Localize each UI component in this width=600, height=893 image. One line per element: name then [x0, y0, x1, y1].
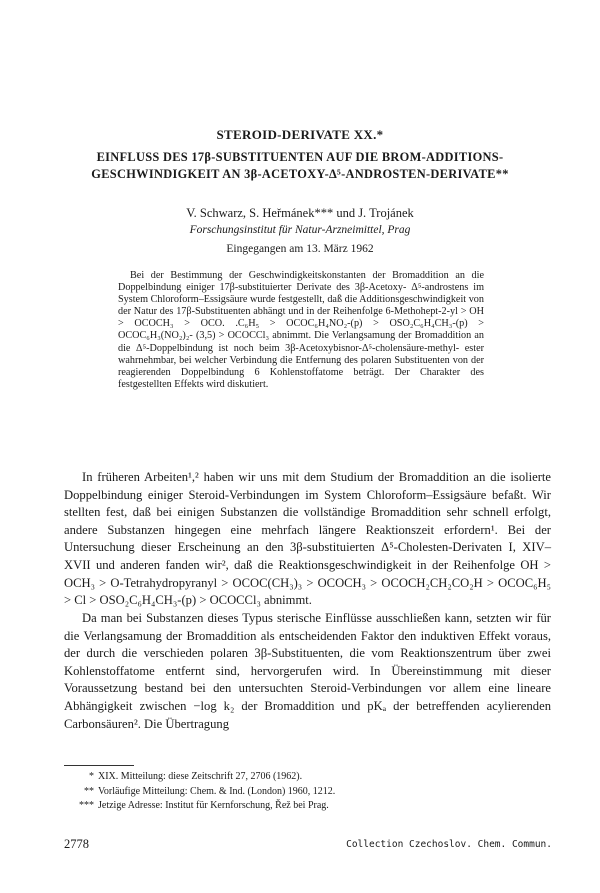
paragraph-text: In früheren Arbeiten¹,² haben wir uns mit dem Studium der Bromaddition an die isolierte Doppelbindung einiger Steroid-Verbindungen im System Chloroform–Essigsäure befaßt. Wir stellten fest, daß bei einigen Substanzen die vollständige Bromaddition sehr schnell erfolgt, andere Substanzen hingegen eine mehrfach längere Reaktionszeit erfordern¹. Bei der Untersuchung dieser Erscheinung an den 3β-substituierten Δ⁵-Cholesten-Derivaten I, XIV–XVII und anderen fanden wir², daß die Reaktionsgeschwindigkeit in der Reihenfolge OH > OCH₃ > O-Tetrahydropyranyl > OCOC(CH₃)₃ > OCOCH₃ > OCOCH₂CH₂CO₂H > OCOC₆H₅ > Cl > OSO₂C₆H₄CH₃-(p) > OCOCCl₃ abnimmt.: [64, 470, 551, 608]
journal-name: Collection Czechoslov. Chem. Commun.: [346, 839, 552, 850]
article-subtitle-line-2: GESCHWINDIGKEIT AN 3β-ACETOXY-Δ⁵-ANDROSTEN-DERIVATE**: [91, 167, 509, 181]
abstract-line: die Additionsgeschwindigkeit von der Natur des 17β-Substituenten abhängt: [118, 294, 484, 318]
footnote-text: XIX. Mitteilung: diese Zeitschrift 27, 2706 (1962).: [98, 771, 303, 782]
footnote: [72, 799, 542, 814]
page-number: 2778: [64, 837, 89, 851]
authors: V. Schwarz, S. Heřmánek*** und J. Trojánek: [186, 206, 414, 220]
abstract-line: ester wahrnehmbar, bei welcher Verbindung die Entfernung des polaren: [118, 342, 484, 366]
footnote: [72, 770, 542, 785]
footnotes: [72, 770, 542, 814]
abstract-line: Δ⁵-Doppelbindung ist noch beim 3β-Acetoxybisnor-Δ⁵-cholensäure-methyl-: [136, 342, 460, 354]
article-title: STEROID-DERIVATE XX.*: [216, 127, 384, 142]
body-paragraph-1: [64, 469, 551, 610]
footnote: [72, 785, 542, 800]
footnote-text: Vorläufige Mitteilung: Chem. & Ind. (London) 1960, 1212.: [98, 785, 336, 797]
abstract-line: an die Doppelbindung einiger 17β-substituierter Derivate des 3β-Acetoxy-: [118, 270, 484, 294]
article-subtitle-line-1: EINFLUSS DES 17β-SUBSTITUENTEN AUF DIE BROM-ADDITIONS-: [96, 150, 504, 164]
abstract-line: Δ⁵-androstens im System Chloroform–Essigsäure wurde festgestellt, daß: [118, 282, 484, 306]
received-date: Eingegangen am 13. März 1962: [226, 243, 374, 255]
footnote-mark: *: [89, 771, 94, 782]
abstract-line: Substituenten von der reagierenden Doppelbindung 6 Kohlenstoffatome: [118, 354, 484, 378]
institution: Forschungsinstitut für Natur-Arzneimittel, Prag: [189, 224, 411, 236]
paragraph-text: Da man bei Substanzen dieses Typus sterische Einflüsse ausschließen kann, setzten wir für die Verlangsamung der Bromaddition als entscheidenden Faktor den induktiven Effekt voraus, der durch die verschieden polaren 3β-Substituenten, die vom Reaktionszentrum über zwei Kohlenstoffatome entfernt sind, hervorgerufen wird. In Übereinstimmung mit dieser Voraussetzung bestand bei den untersuchten Steroid-Verbindungen vor allem eine lineare Abhängigkeit zwischen −log k₂ der Bromaddition und pKₐ der betreffenden acylierenden Carbonsäuren². Die Übertragung: [64, 611, 551, 731]
abstract-line: und in der Reihenfolge 6-Methohept-2-yl > OH > OCOCH₃ > OCO.: [118, 306, 485, 330]
footnote-mark: **: [84, 785, 94, 797]
abstract-line: Bei der Bestimmung der Geschwindigkeitskonstanten der Bromaddition: [130, 270, 449, 281]
body-paragraph-2: [64, 610, 551, 733]
footnote-mark: ***: [79, 800, 94, 812]
footnote-separator: [64, 765, 134, 766]
abstract-line: (3,5) > OCOCCl₃ abnimmt. Die Verlangsamung der Bromaddition an die: [118, 330, 485, 354]
abstract-line: beträgt. Der Charakter des festgestellten Effekts wird diskutiert.: [118, 366, 484, 390]
footnote-text: Jetzige Adresse: Institut für Kernforschung, Řež bei Prag.: [98, 800, 329, 812]
abstract: [118, 270, 484, 391]
abstract-line: .C₆H₅ > OCOC₆H₄NO₂-(p) > OSO₂C₆H₄CH₃-(p) > OCOC₆H₃(NO₂)₂-: [118, 318, 484, 342]
